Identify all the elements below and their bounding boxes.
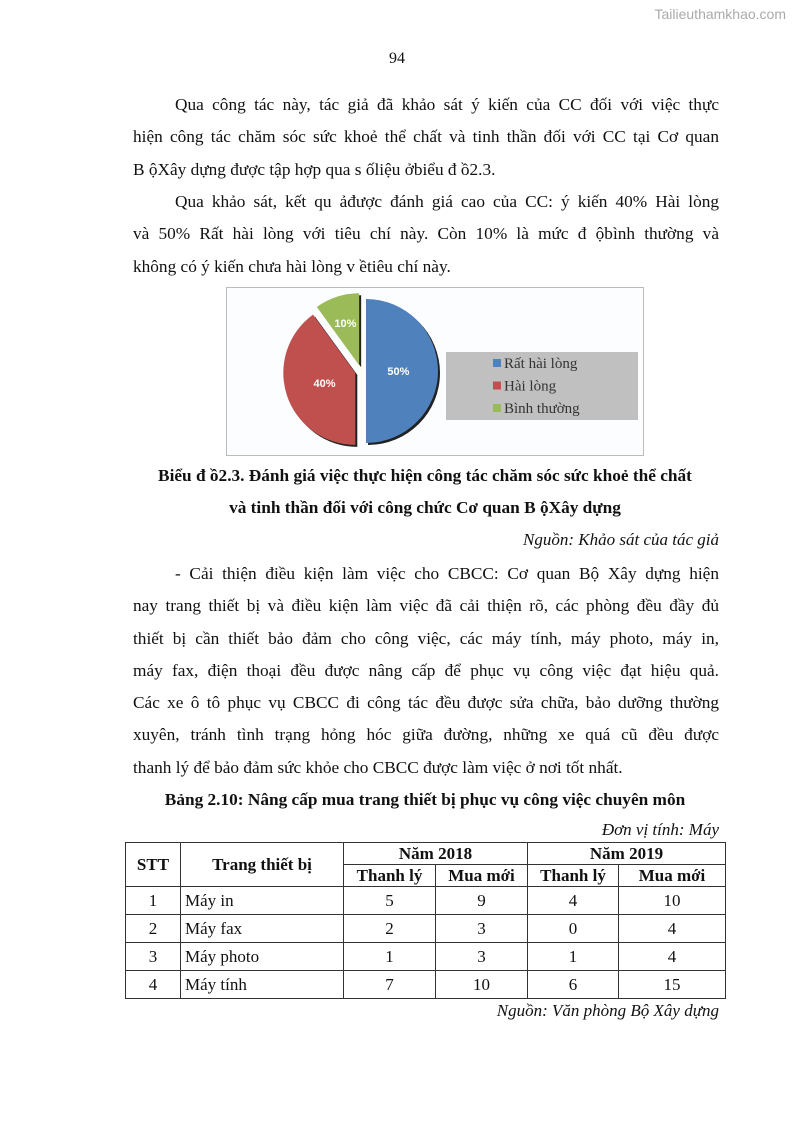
text-line: B ộXây dựng được tập hợp qua s ốliệu ởbiểu đ ồ2.3. <box>133 159 496 179</box>
legend-label: Hài lòng <box>504 378 557 395</box>
table-cell: 2 <box>126 915 181 943</box>
legend-swatch <box>493 359 501 367</box>
legend-label: Rất hài lòng <box>504 356 578 372</box>
legend-swatch <box>493 404 501 412</box>
table-cell: 9 <box>436 887 528 915</box>
table-cell: 2 <box>344 915 436 943</box>
header-sub: Mua mới <box>436 865 528 887</box>
chart-source: Nguồn: Khảo sát của tác giả <box>523 530 719 549</box>
table-cell: 0 <box>528 915 619 943</box>
text-line: Các xe ô tô phục vụ CBCC đi công tác đều được sửa chữa, bảo dưỡng thường <box>133 693 719 713</box>
table-row <box>126 887 726 915</box>
table-cell: Máy photo <box>181 943 344 971</box>
table-cell: 7 <box>344 971 436 999</box>
header-sub: Mua mới <box>619 865 726 887</box>
table-cell: 5 <box>344 887 436 915</box>
paragraph-3 <box>133 558 719 784</box>
pie-svg <box>227 288 643 455</box>
table-cell: 10 <box>436 971 528 999</box>
text-line: không có ý kiến chưa hài lòng v ềtiêu chí này. <box>133 256 451 276</box>
header-stt: STT <box>126 843 181 887</box>
table-cell: 4 <box>528 887 619 915</box>
header-2019: Năm 2019 <box>528 843 726 865</box>
slice-label: 40% <box>313 377 336 390</box>
table-cell: 3 <box>436 943 528 971</box>
table-row <box>126 943 726 971</box>
slice-label: 10% <box>334 317 357 330</box>
text-line: máy fax, điện thoại đều được nâng cấp để phục vụ công việc đạt hiệu quả. <box>133 660 719 680</box>
table-unit: Đơn vị tính: Máy <box>601 820 719 839</box>
header-2018: Năm 2018 <box>344 843 528 865</box>
table-title: Bảng 2.10: Nâng cấp mua trang thiết bị phục vụ công việc chuyên môn <box>164 790 686 809</box>
text-line: nay trang thiết bị và điều kiện làm việc đã cải thiện rõ, các phòng đều đầy đủ <box>133 596 719 616</box>
caption-line: và tinh thần đối với công chức Cơ quan B ộXây dựng <box>229 498 621 517</box>
paragraph-2 <box>133 186 719 283</box>
table-cell: 1 <box>528 943 619 971</box>
header-item: Trang thiết bị <box>181 843 344 887</box>
table-source: Nguồn: Văn phòng Bộ Xây dựng <box>496 1001 719 1020</box>
table-cell: 3 <box>126 943 181 971</box>
page-number: 94 <box>389 50 405 67</box>
slice-label: 50% <box>387 366 410 378</box>
table-cell: Máy in <box>181 887 344 915</box>
text-line: thanh lý để bảo đảm sức khỏe cho CBCC được làm việc ở nơi tốt nhất. <box>133 757 623 777</box>
table-cell: 4 <box>126 971 181 999</box>
paragraph-1 <box>133 89 719 186</box>
table-cell: 6 <box>528 971 619 999</box>
table-row <box>126 915 726 943</box>
text-line: và 50% Rất hài lòng với tiêu chí này. Còn 10% là mức đ ộbình thường và <box>133 224 719 244</box>
caption-line: Biểu đ ồ2.3. Đánh giá việc thực hiện công tác chăm sóc sức khoẻ thể chất <box>158 466 692 485</box>
equipment-table <box>125 842 726 999</box>
table-cell: 15 <box>619 971 726 999</box>
legend-swatch <box>493 382 501 390</box>
text-line: - Cải thiện điều kiện làm việc cho CBCC: Cơ quan Bộ Xây dựng hiện <box>175 564 719 583</box>
header-sub: Thanh lý <box>344 865 436 887</box>
table-cell: 4 <box>619 915 726 943</box>
text-line: thiết bị cần thiết bảo đảm cho công việc, các máy tính, máy photo, máy in, <box>133 628 719 648</box>
watermark: Tailieuthamkhao.com <box>654 6 786 22</box>
table-cell: 3 <box>436 915 528 943</box>
text-line: Qua khảo sát, kết qu ảđược đánh giá cao của CC: ý kiến 40% Hài lòng <box>175 192 719 211</box>
pie-chart <box>226 287 644 456</box>
chart-caption <box>125 460 725 524</box>
table-cell: 1 <box>344 943 436 971</box>
legend-label: Bình thường <box>504 401 580 417</box>
header-sub: Thanh lý <box>528 865 619 887</box>
table-cell: Máy tính <box>181 971 344 999</box>
text-line: hiện công tác chăm sóc sức khoẻ thể chất và tinh thần đối với CC tại Cơ quan <box>133 127 719 147</box>
table-cell: 10 <box>619 887 726 915</box>
text-line: Qua công tác này, tác giả đã khảo sát ý kiến của CC đối với việc thực <box>175 95 719 114</box>
table-cell: Máy fax <box>181 915 344 943</box>
table-cell: 1 <box>126 887 181 915</box>
table-row <box>126 971 726 999</box>
text-line: xuyên, tránh tình trạng hỏng hóc giữa đường, những xe quá cũ đều được <box>133 725 719 745</box>
table-cell: 4 <box>619 943 726 971</box>
